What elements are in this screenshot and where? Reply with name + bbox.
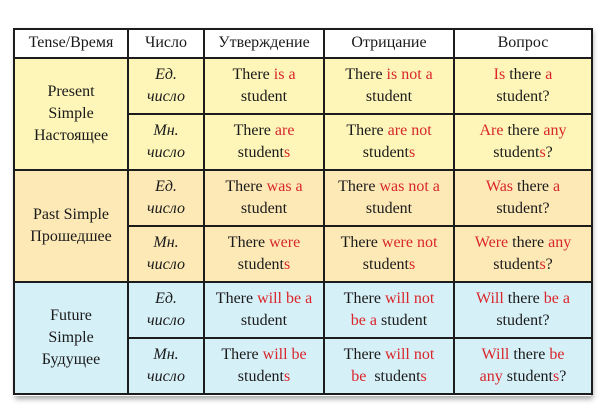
highlighted-word: will not bbox=[384, 345, 435, 363]
highlighted-word: is a bbox=[273, 65, 296, 83]
highlighted-word: any bbox=[479, 368, 503, 385]
tense-cell bbox=[14, 58, 128, 170]
number-label-line: число bbox=[147, 144, 185, 161]
question-cell bbox=[454, 338, 592, 394]
plain-word: student bbox=[493, 144, 540, 161]
highlighted-word: be bbox=[549, 345, 565, 363]
highlighted-word: s bbox=[539, 256, 546, 273]
sentence-line bbox=[455, 198, 591, 220]
affirmative-cell bbox=[204, 58, 324, 114]
sentence-line bbox=[455, 254, 591, 276]
highlighted-word: s bbox=[408, 144, 416, 161]
affirmative-cell bbox=[204, 338, 324, 394]
sentence-line bbox=[455, 176, 591, 198]
highlighted-word: s bbox=[283, 144, 291, 161]
tense-cell bbox=[14, 170, 128, 282]
highlighted-word: Are bbox=[479, 121, 504, 139]
sentence-line bbox=[455, 366, 591, 388]
sentence-line bbox=[205, 86, 323, 108]
plain-word: there bbox=[503, 289, 544, 307]
highlighted-word: were bbox=[269, 233, 301, 251]
number-cell bbox=[128, 58, 204, 114]
highlighted-word: Is bbox=[493, 65, 506, 83]
highlighted-word: Will bbox=[476, 289, 504, 307]
sentence-line bbox=[205, 120, 323, 142]
header-row bbox=[14, 29, 592, 58]
highlighted-word: s bbox=[420, 368, 427, 385]
number-cell bbox=[128, 226, 204, 282]
plain-word: student bbox=[365, 88, 413, 105]
question-cell bbox=[454, 226, 592, 282]
highlighted-word: a bbox=[553, 177, 561, 195]
affirmative-cell bbox=[204, 226, 324, 282]
sentence-line bbox=[325, 288, 453, 310]
plain-word: there bbox=[503, 121, 544, 139]
plain-word: student bbox=[240, 200, 288, 217]
tense-label-line: Настоящее bbox=[33, 127, 109, 145]
highlighted-word: Will bbox=[481, 345, 510, 363]
sentence-line bbox=[325, 198, 453, 220]
negative-cell bbox=[324, 226, 454, 282]
plain-word: ? bbox=[545, 256, 553, 273]
plain-word: There bbox=[343, 289, 385, 307]
number-label-line: число bbox=[147, 312, 185, 329]
sentence-line bbox=[455, 142, 591, 164]
plain-word: There bbox=[340, 233, 382, 251]
sentence-line bbox=[205, 254, 323, 276]
plain-word: There bbox=[346, 121, 388, 139]
sentence-line bbox=[205, 232, 323, 254]
plain-word: There bbox=[232, 65, 274, 83]
negative-cell bbox=[324, 338, 454, 394]
plain-word: there bbox=[508, 233, 549, 251]
plain-word: student bbox=[502, 368, 553, 385]
number-cell bbox=[128, 114, 204, 170]
header-question: Вопрос bbox=[454, 29, 592, 58]
plain-word: ? bbox=[545, 144, 553, 161]
plain-word: There bbox=[221, 345, 263, 363]
plain-word: student bbox=[237, 256, 284, 273]
plain-word: there bbox=[513, 177, 554, 195]
highlighted-word: any bbox=[548, 233, 572, 251]
highlighted-word: is not a bbox=[386, 65, 433, 83]
tense-label-line: Future bbox=[50, 306, 92, 324]
highlighted-word: be a bbox=[350, 312, 377, 329]
number-label-line: число bbox=[147, 368, 185, 385]
question-cell bbox=[454, 170, 592, 226]
highlighted-word: s bbox=[283, 256, 291, 273]
sentence-line bbox=[205, 198, 323, 220]
plain-word: there bbox=[509, 345, 550, 363]
highlighted-word: a bbox=[545, 65, 553, 83]
number-label-line: число bbox=[147, 88, 185, 105]
sentence-line bbox=[205, 142, 323, 164]
tense-label-line: Simple bbox=[48, 104, 94, 122]
plain-word: There bbox=[233, 121, 275, 139]
question-cell bbox=[454, 114, 592, 170]
negative-cell bbox=[324, 282, 454, 338]
sentence-line bbox=[205, 176, 323, 198]
highlighted-word: s bbox=[408, 256, 416, 273]
tense-label-line: Будущее bbox=[41, 351, 101, 369]
number-label-line: Мн. bbox=[153, 233, 179, 251]
plain-word: student bbox=[237, 368, 284, 385]
plain-word: There bbox=[343, 345, 385, 363]
there-is-are-table bbox=[13, 28, 593, 395]
highlighted-word: be bbox=[351, 368, 367, 385]
plain-word: student? bbox=[496, 312, 550, 329]
sentence-line bbox=[205, 344, 323, 366]
negative-cell bbox=[324, 170, 454, 226]
question-cell bbox=[454, 58, 592, 114]
highlighted-word: were not bbox=[381, 233, 438, 251]
highlighted-word: s bbox=[283, 368, 291, 385]
highlighted-word: will be a bbox=[257, 289, 313, 307]
highlighted-word: are not bbox=[387, 121, 432, 139]
highlighted-word: was not a bbox=[379, 177, 440, 195]
highlighted-word: Were bbox=[474, 233, 509, 251]
sentence-line bbox=[455, 344, 591, 366]
negative-cell bbox=[324, 114, 454, 170]
sentence-line bbox=[325, 254, 453, 276]
highlighted-word: will not bbox=[384, 289, 435, 307]
sentence-line bbox=[325, 64, 453, 86]
sentence-line bbox=[205, 288, 323, 310]
sentence-line bbox=[455, 64, 591, 86]
sentence-line bbox=[455, 86, 591, 108]
plain-word: there bbox=[505, 65, 546, 83]
sentence-line bbox=[205, 310, 323, 332]
plain-word: student bbox=[376, 312, 428, 329]
tense-label-line: Прошедшее bbox=[30, 228, 112, 245]
sentence-line bbox=[325, 232, 453, 254]
sentence-line bbox=[455, 232, 591, 254]
number-label-line: Ед. bbox=[155, 177, 177, 195]
question-cell bbox=[454, 282, 592, 338]
number-cell bbox=[128, 170, 204, 226]
sentence-line bbox=[325, 176, 453, 198]
plain-word: student bbox=[237, 144, 284, 161]
plain-word: student bbox=[365, 200, 413, 217]
highlighted-word: was a bbox=[266, 177, 303, 195]
plain-word: There bbox=[225, 177, 267, 195]
affirmative-cell bbox=[204, 170, 324, 226]
plain-word: student bbox=[362, 256, 409, 273]
plain-word: student bbox=[240, 312, 288, 329]
plain-word: There bbox=[227, 233, 270, 251]
plain-word: student? bbox=[496, 200, 550, 217]
highlighted-word: be a bbox=[543, 289, 570, 307]
plain-word: student bbox=[493, 256, 540, 273]
number-label-line: число bbox=[147, 200, 185, 217]
table-row bbox=[14, 170, 592, 226]
header-tense: Tense/Время bbox=[14, 29, 128, 58]
sentence-line bbox=[205, 366, 323, 388]
number-label-line: Ед. bbox=[155, 289, 177, 307]
plain-word: There bbox=[215, 289, 258, 307]
number-label-line: Мн. bbox=[153, 121, 179, 139]
number-cell bbox=[128, 282, 204, 338]
sentence-line bbox=[205, 64, 323, 86]
tense-cell bbox=[14, 282, 128, 394]
highlighted-word: will be bbox=[262, 345, 307, 363]
negative-cell bbox=[324, 58, 454, 114]
highlighted-word: are bbox=[274, 121, 295, 139]
sentence-line bbox=[325, 310, 453, 332]
sentence-line bbox=[325, 142, 453, 164]
tense-label-line: Past Simple bbox=[32, 205, 109, 223]
plain-word: student? bbox=[496, 88, 550, 105]
number-label-line: Мн. bbox=[153, 345, 179, 363]
number-cell bbox=[128, 338, 204, 394]
header-number: Число bbox=[128, 29, 204, 58]
header-negative: Отрицание bbox=[324, 29, 454, 58]
affirmative-cell bbox=[204, 282, 324, 338]
table-row bbox=[14, 282, 592, 338]
plain-word: student bbox=[366, 368, 421, 385]
sentence-line bbox=[325, 366, 453, 388]
number-label-line: Ед. bbox=[155, 65, 177, 83]
highlighted-word: s bbox=[539, 144, 546, 161]
plain-word: student bbox=[240, 88, 288, 105]
sentence-line bbox=[455, 120, 591, 142]
plain-word: ? bbox=[559, 368, 567, 385]
sentence-line bbox=[455, 288, 591, 310]
tense-label-line: Present bbox=[47, 82, 95, 100]
number-label-line: число bbox=[147, 256, 185, 273]
sentence-line bbox=[325, 344, 453, 366]
highlighted-word: any bbox=[543, 121, 567, 139]
plain-word: There bbox=[345, 65, 387, 83]
affirmative-cell bbox=[204, 114, 324, 170]
table-row bbox=[14, 58, 592, 114]
sentence-line bbox=[455, 310, 591, 332]
highlighted-word: Was bbox=[485, 177, 514, 195]
highlighted-word: s bbox=[552, 368, 560, 385]
plain-word: student bbox=[362, 144, 409, 161]
sentence-line bbox=[325, 120, 453, 142]
sentence-line bbox=[325, 86, 453, 108]
plain-word: There bbox=[338, 177, 380, 195]
header-affirmative: Утверждение bbox=[204, 29, 324, 58]
tense-label-line: Simple bbox=[48, 328, 94, 346]
grammar-table-card bbox=[13, 28, 591, 396]
